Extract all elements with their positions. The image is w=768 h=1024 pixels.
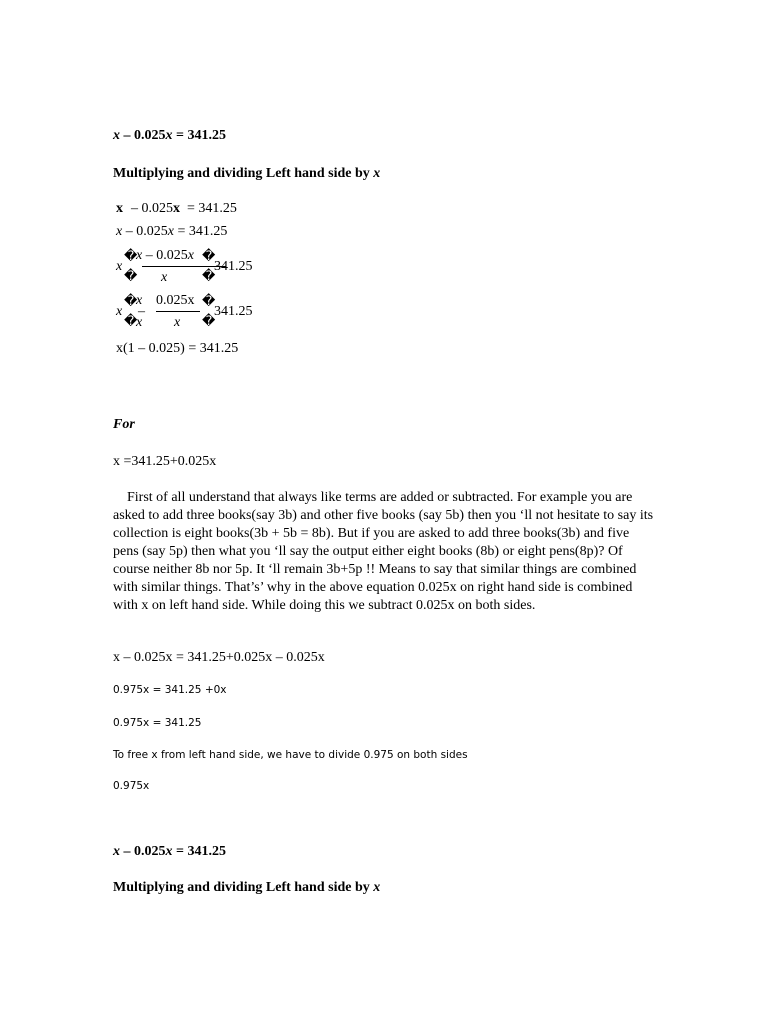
heading-equation-2: x – 0.025x = 341.25 bbox=[113, 844, 226, 859]
rearranged-equation: x =341.25+0.025x bbox=[113, 454, 217, 469]
small-line-3: To free x from left hand side, we have to divide 0.975 on both sides bbox=[113, 749, 468, 761]
for-label: For bbox=[113, 417, 135, 432]
small-line-4: 0.975x bbox=[113, 780, 150, 792]
small-line-2: 0.975x = 341.25 bbox=[113, 717, 202, 729]
subtract-equation: x – 0.025x = 341.25+0.025x – 0.025x bbox=[113, 650, 325, 665]
small-line-1: 0.975x = 341.25 +0x bbox=[113, 684, 227, 696]
derivation-line-5: x(1 – 0.025) = 341.25 bbox=[116, 341, 239, 356]
heading-equation-1: x – 0.025x = 341.25 bbox=[113, 128, 226, 143]
derivation-line-2: x – 0.025x = 341.25 bbox=[116, 224, 228, 239]
explanation-paragraph: First of all understand that always like terms are added or subtracted. For example you are asked to add three books(say 3b) and other five books (say 5b) then you ‘ll not hesitate to say its collection is eight books(3b + 5b = 8b). But if you are asked to add three books(3b) and five pens (say 5p) then what you ‘ll say the output either eight books (8b) or eight pens(8p)? Of course neither 8b nor 5p. It ‘ll remain 3b+5p !! Means to say that similar things are combined with similar things. That’s’ why in the above equation 0.025x on right hand side is combined with x on left hand side. While doing this we subtract 0.025x on both sides. bbox=[113, 490, 654, 613]
subheading-1: Multiplying and dividing Left hand side by x bbox=[113, 166, 381, 181]
fraction-bar bbox=[156, 311, 200, 312]
subheading-2: Multiplying and dividing Left hand side by x bbox=[113, 880, 381, 895]
derivation-line-1: x – 0.025x = 341.25 bbox=[116, 201, 237, 216]
